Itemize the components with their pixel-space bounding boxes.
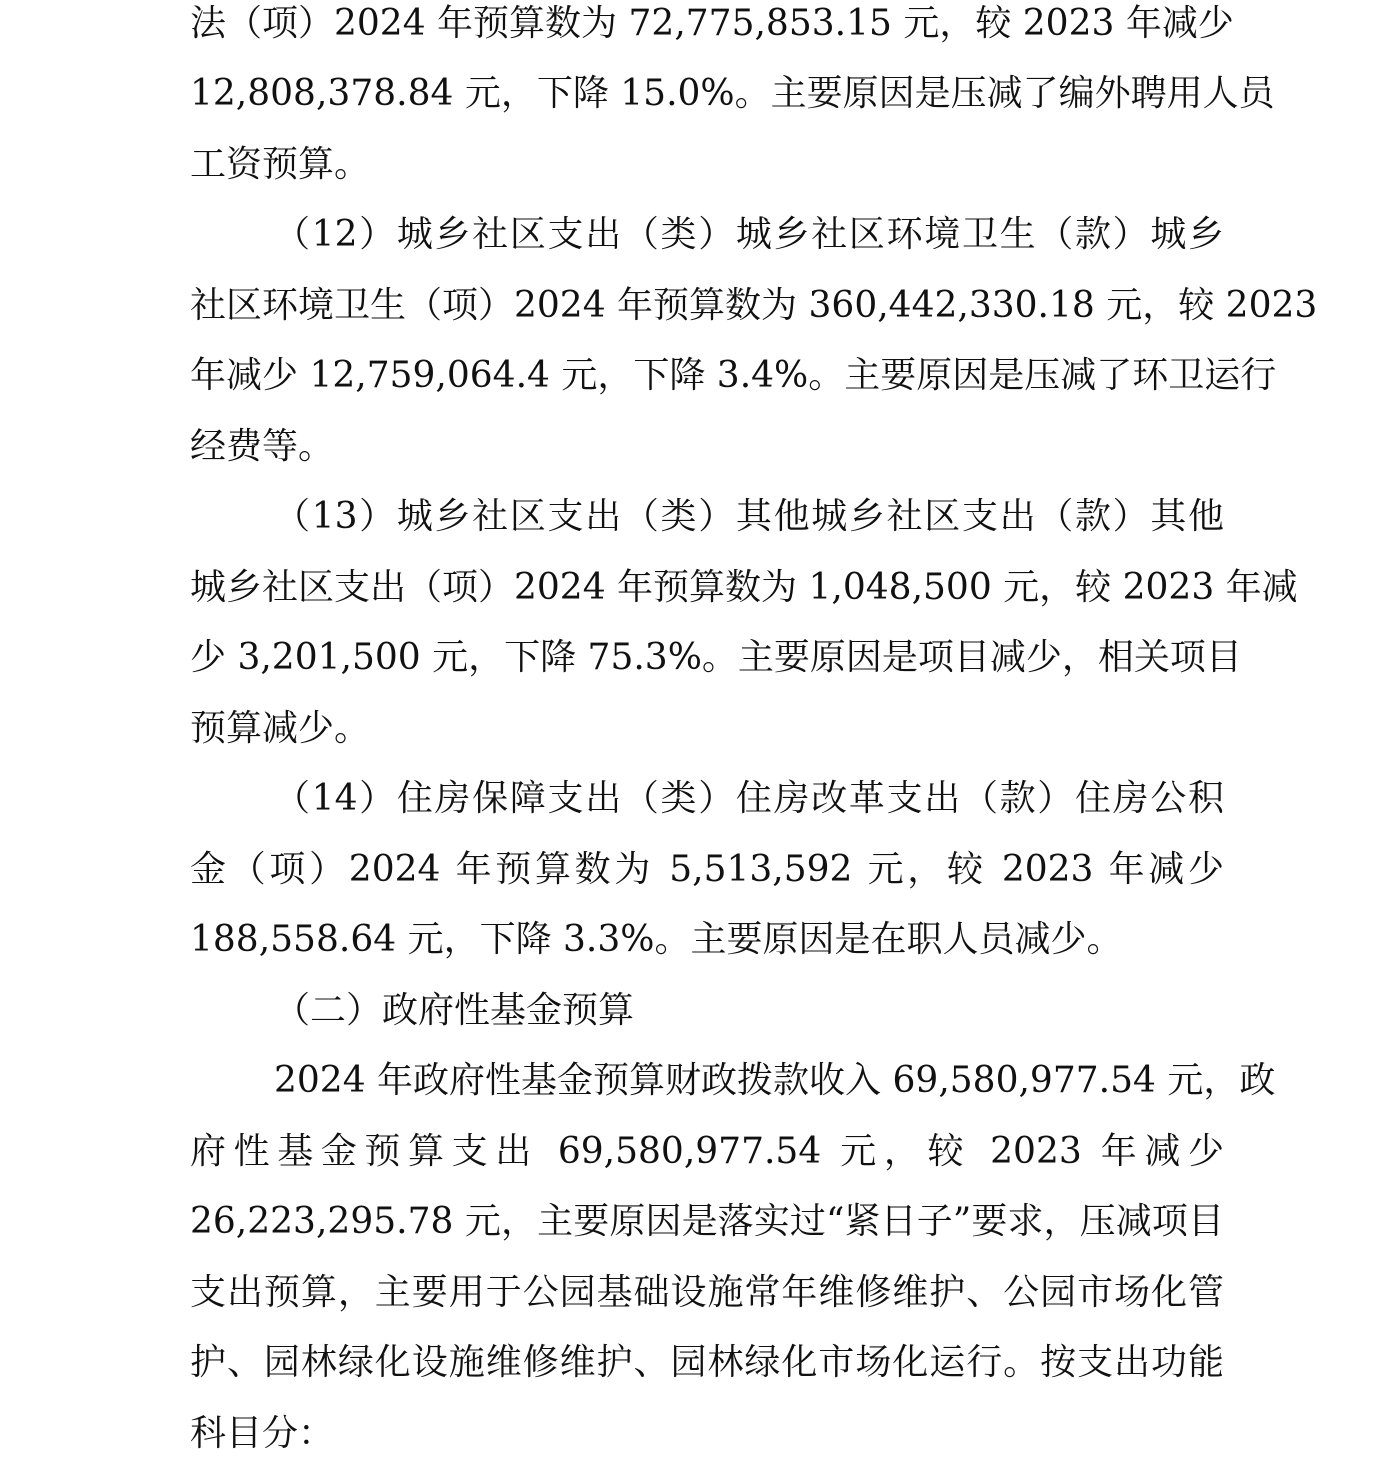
text-line: 12,808,378.84 元，下降 15.0%。主要原因是压减了编外聘用人员: [190, 73, 1275, 114]
text-line: 府性基金预算支出 69,580,977.54 元，较 2023 年减少: [190, 1131, 1224, 1172]
text-line: 科目分：: [190, 1413, 335, 1454]
text-line: 金（项）2024 年预算数为 5,513,592 元，较 2023 年减少: [190, 849, 1224, 890]
text-line: 护、园林绿化设施维修维护、园林绿化市场化运行。按支出功能: [190, 1342, 1224, 1383]
text-line: 工资预算。: [190, 144, 371, 185]
text-line: 法（项）2024 年预算数为 72,775,853.15 元，较 2023 年减少: [190, 3, 1234, 44]
text-line: 26,223,295.78 元，主要原因是落实过“紧日子”要求，压减项目: [190, 1201, 1224, 1242]
document-page: [190, 0, 1318, 1456]
text-line: 支出预算，主要用于公园基础设施常年维修维护、公园市场化管: [190, 1272, 1224, 1313]
text-line: 188,558.64 元，下降 3.3%。主要原因是在职人员减少。: [190, 919, 1123, 960]
text-line: 经费等。: [190, 426, 335, 467]
paragraph-12-first-line: （12）城乡社区支出（类）城乡社区环境卫生（款）城乡: [274, 214, 1224, 255]
text-line: 少 3,201,500 元，下降 75.3%。主要原因是项目减少，相关项目: [190, 637, 1242, 678]
section-heading: （二）政府性基金预算: [274, 990, 635, 1031]
text-line: 社区环境卫生（项）2024 年预算数为 360,442,330.18 元，较 2023: [190, 285, 1318, 326]
text-line: 预算减少。: [190, 708, 371, 749]
paragraph-14-first-line: （14）住房保障支出（类）住房改革支出（款）住房公积: [274, 778, 1224, 819]
paragraph-fund-first-line: 2024 年政府性基金预算财政拨款收入 69,580,977.54 元，政: [274, 1060, 1276, 1101]
text-line: 年减少 12,759,064.4 元，下降 3.4%。主要原因是压减了环卫运行: [190, 355, 1277, 396]
paragraph-13-first-line: （13）城乡社区支出（类）其他城乡社区支出（款）其他: [274, 496, 1224, 537]
text-line: 城乡社区支出（项）2024 年预算数为 1,048,500 元，较 2023 年减: [190, 567, 1298, 608]
